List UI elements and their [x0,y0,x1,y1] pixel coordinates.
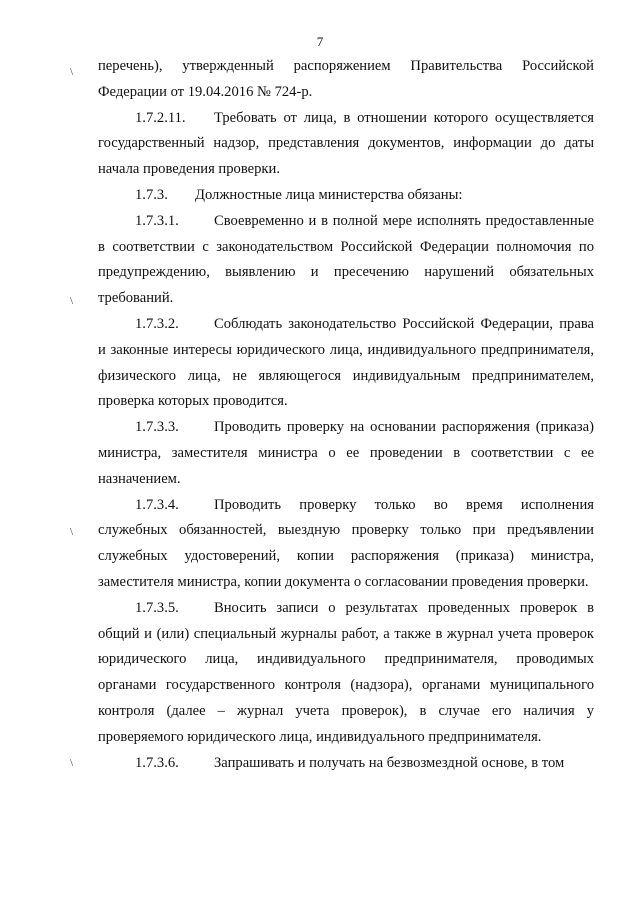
paragraph-number: 1.7.2.11. [135,109,186,126]
paragraph-1-7-3-1 [98,209,594,312]
paragraph-1-7-3-3 [98,415,594,492]
paragraph-1-7-3-5 [98,596,594,751]
document-body [98,54,594,776]
paragraph-text: Своевременно и в полной мере исполнять предоставленные в соответствии с законодательством Российской Федерации полномочия по предупреждению, выявлению и пресечению нарушений обязательных требований. [98,212,594,307]
paragraph-text: Проводить проверку только во время исполнения служебных обязанностей, выездную проверку только при предъявлении служебных удостоверений, копии распоряжения (приказа) министра, заместителя министра, копии документа о согласовании проведения проверки. [98,496,594,590]
paragraph-1-7-3 [98,183,594,209]
paragraph-text: Соблюдать законодательство Российской Федерации, права и законные интересы юридического лица, индивидуального предпринимателя, физического лица, не являющегося индивидуальным предпринимателем, проверка которых проводится. [98,315,594,410]
margin-mark: \ [70,66,74,78]
paragraph-text: перечень), утвержденный распоряжением Правительства Российской Федерации от 19.04.2016 № 724-р. [98,58,594,100]
margin-mark: \ [70,757,74,769]
paragraph-number: 1.7.3. [135,186,168,203]
paragraph-1-7-2-11 [98,106,594,183]
paragraph-text: Проводить проверку на основании распоряжения (приказа) министра, заместителя министра о ее проведении в соответствии с ее назначением. [98,419,594,487]
paragraph-text: Вносить записи о результатах проведенных проверок в общий и (или) специальный журналы работ, а также в журнал учета проверок юридического лица, индивидуального предпринимателя, проводимых органами государственного контроля (надзора), органами муниципального контроля (далее – журнал учета проверок), в случае его наличия у проверяемого юридического лица, индивидуального предпринимателя. [98,599,594,745]
paragraph-1-7-3-4 [98,493,594,596]
page-number: 7 [316,34,324,49]
paragraph-1-7-3-6 [98,751,594,777]
paragraph-1-7-3-2 [98,312,594,415]
margin-mark: \ [70,526,74,538]
paragraph-number: 1.7.3.5. [135,599,179,616]
paragraph-number: 1.7.3.6. [135,754,179,771]
paragraph-number: 1.7.3.1. [135,212,179,229]
paragraph-number: 1.7.3.4. [135,496,179,513]
paragraph-text: Запрашивать и получать на безвозмездной основе, в том [214,754,565,771]
paragraph-number: 1.7.3.2. [135,315,179,332]
paragraph-text: Должностные лица министерства обязаны: [195,186,463,203]
paragraph-continuation [98,54,594,106]
paragraph-text: Требовать от лица, в отношении которого осуществляется государственный надзор, представления документов, информации до даты начала проведения проверки. [98,109,594,178]
margin-mark: \ [70,295,74,307]
paragraph-number: 1.7.3.3. [135,419,179,436]
